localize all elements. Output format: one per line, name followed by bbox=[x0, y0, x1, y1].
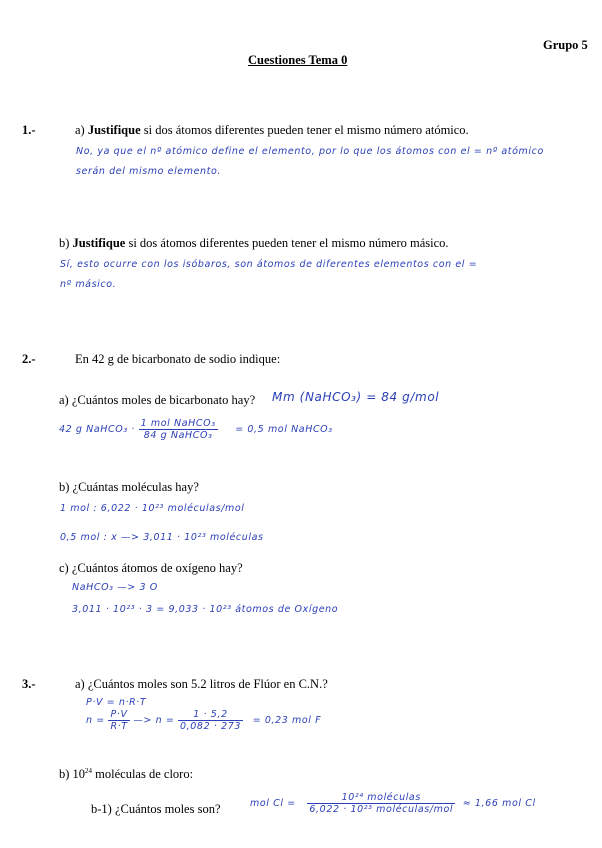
q3b-heading bbox=[59, 767, 193, 782]
q3a-fraction-1 bbox=[108, 709, 129, 732]
q3b1-fraction bbox=[307, 792, 455, 815]
q1b-bold: Justifique bbox=[72, 236, 126, 250]
q2a-molar-mass: Mm (NaHCO₃) = 84 g/mol bbox=[272, 390, 440, 404]
q3b-exponent: 24 bbox=[85, 767, 93, 775]
q1a-answer-line1: No, ya que el nº atómico define el elemento, por lo que los átomos con el = nº atómico bbox=[76, 146, 544, 157]
q2c-line2: 3,011 · 10²³ · 3 = 9,033 · 10²³ átomos de Oxígeno bbox=[72, 604, 339, 615]
q1b-question bbox=[59, 236, 449, 251]
q3b1-denominator: 6,022 · 10²³ moléculas/mol bbox=[309, 804, 454, 815]
page-title: Cuestiones Tema 0 bbox=[248, 53, 348, 67]
q1-number: 1.- bbox=[22, 123, 36, 137]
q3b1-left: mol Cl = bbox=[250, 798, 296, 809]
q3a-line1: P·V = n·R·T bbox=[86, 697, 147, 708]
q3a-fraction-1-num: P·V bbox=[108, 709, 129, 721]
q3b1-calc bbox=[250, 792, 536, 815]
q3b1-result: ≈ 1,66 mol Cl bbox=[462, 798, 536, 809]
q2a-calc-fraction bbox=[139, 418, 218, 441]
q1a-rest: si dos átomos diferentes pueden tener el mismo número atómico. bbox=[143, 123, 469, 137]
q2a-calc-left: 42 g NaHCO₃ · bbox=[59, 424, 135, 435]
q3b-prefix: b) 10 bbox=[59, 767, 86, 782]
q1a-bold: Justifique bbox=[87, 123, 141, 137]
q2b-question: b) ¿Cuántas moléculas hay? bbox=[59, 480, 199, 494]
q3a-result: = 0,23 mol F bbox=[252, 715, 322, 726]
q2-number: 2.- bbox=[22, 352, 36, 366]
q2c-line1: NaHCO₃ —> 3 O bbox=[72, 582, 158, 593]
q3b1-numerator: 10²⁴ moléculas bbox=[307, 792, 455, 804]
q1b-answer-line1: Sí, esto ocurre con los isóbaros, son átomos de diferentes elementos con el = bbox=[60, 259, 478, 270]
q2a-calc-numerator: 1 mol NaHCO₃ bbox=[140, 418, 216, 429]
q2b-line1: 1 mol : 6,022 · 10²³ moléculas/mol bbox=[60, 503, 245, 514]
q1b-answer-line2: nº másico. bbox=[60, 279, 117, 290]
q2-intro: En 42 g de bicarbonato de sodio indique: bbox=[75, 352, 281, 366]
q3a-arrow: —> n = bbox=[133, 715, 175, 726]
q2a-calc-denominator: 84 g NaHCO₃ bbox=[143, 430, 213, 441]
q3-number: 3.- bbox=[22, 677, 36, 691]
q3a-fraction-2 bbox=[178, 709, 243, 732]
q3a-fraction-2-den: 0,082 · 273 bbox=[180, 721, 242, 732]
q3b-rest: moléculas de cloro: bbox=[95, 767, 194, 782]
q1b-prefix: b) bbox=[59, 236, 70, 250]
q2a-calc-result: = 0,5 mol NaHCO₃ bbox=[235, 424, 333, 435]
q1b-rest: si dos átomos diferentes pueden tener el mismo número másico. bbox=[128, 236, 449, 250]
q1a-question bbox=[75, 123, 469, 138]
q2b-line2: 0,5 mol : x —> 3,011 · 10²³ moléculas bbox=[60, 532, 264, 543]
q3a-fraction-1-den: R·T bbox=[110, 721, 128, 732]
q2a-question: a) ¿Cuántos moles de bicarbonato hay? bbox=[59, 393, 256, 407]
q3a-question: a) ¿Cuántos moles son 5.2 litros de Flúor en C.N.? bbox=[75, 677, 328, 691]
q3a-calc bbox=[86, 709, 321, 732]
q1a-prefix: a) bbox=[75, 123, 85, 137]
group-label: Grupo 5 bbox=[543, 38, 588, 52]
q2a-calc bbox=[59, 418, 333, 441]
q1a-answer-line2: serán del mismo elemento. bbox=[76, 166, 222, 177]
q3a-n-label: n = bbox=[86, 715, 105, 726]
q3b1-question: b-1) ¿Cuántos moles son? bbox=[91, 802, 221, 816]
q3a-fraction-2-num: 1 · 5,2 bbox=[178, 709, 243, 721]
q2c-question: c) ¿Cuántos átomos de oxígeno hay? bbox=[59, 561, 243, 575]
